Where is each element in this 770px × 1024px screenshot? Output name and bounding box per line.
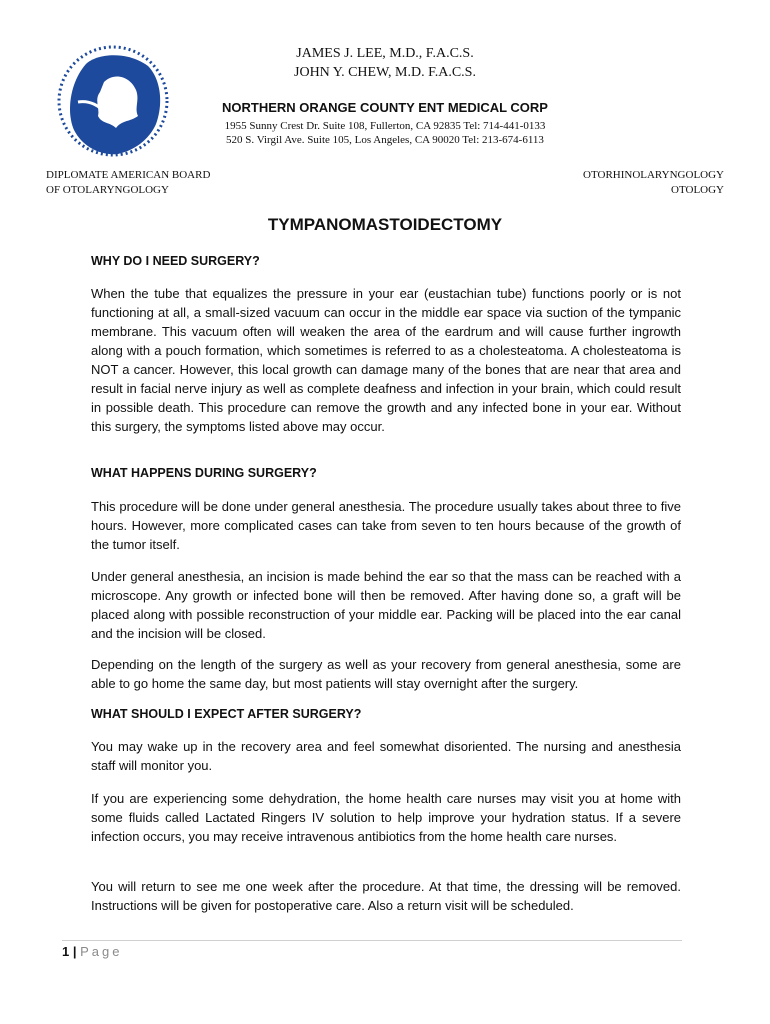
paragraph-after-3: You will return to see me one week after the procedure. At that time, the dressing will be removed. Instructions will be given for postoperative care. Also a return visit will be scheduled.	[91, 879, 681, 913]
left-credentials	[46, 168, 210, 198]
paragraph-during-2: Under general anesthesia, an incision is made behind the ear so that the mass can be reached with a microscope. Any growth or infected bone will then be removed. After having done so, a graft will be placed along with possible reconstruction of your middle ear. Packing will be placed into the ear canal and the incision will be closed.	[91, 569, 681, 641]
address-fullerton: 1955 Sunny Crest Dr. Suite 108, Fullerton, CA 92835 Tel: 714-441-0133	[224, 120, 546, 132]
section-heading-after: WHAT SHOULD I EXPECT AFTER SURGERY?	[91, 707, 362, 721]
paragraph-why-1: When the tube that equalizes the pressure in your ear (eustachian tube) functions poorly or is not functioning at all, a small-sized vacuum can occur in the middle ear space via suction of the tympanic membrane. This vacuum often will weaken the area of the eardrum and will cause further ingrowth along with a pouch formation, which sometimes is referred to as a cholesteatoma. A cholesteatoma is NOT a cancer. However, this local growth can damage many of the bones that are near that area and result in facial nerve injury as well as complete deafness and infection in your brain, which could result in possible death. This procedure can remove the growth and any infected bone in your ear. Without this surgery, the symptoms listed above may occur.	[91, 286, 681, 434]
section-heading-during: WHAT HAPPENS DURING SURGERY?	[91, 466, 317, 480]
paragraph-during-3: Depending on the length of the surgery as well as your recovery from general anesthesia, some are able to go home the same day, but most patients will stay overnight after the surgery.	[91, 657, 681, 691]
page-footer	[62, 944, 123, 959]
credential-line: DIPLOMATE AMERICAN BOARD	[46, 169, 211, 181]
footer-divider	[62, 940, 682, 941]
paragraph-after-1: You may wake up in the recovery area and feel somewhat disoriented. The nursing and anesthesia staff will monitor you.	[91, 739, 681, 773]
section-heading-why: WHY DO I NEED SURGERY?	[91, 254, 260, 268]
right-credentials	[583, 168, 724, 198]
page-number: 1	[62, 944, 70, 959]
credential-line: OTORHINOLARYNGOLOGY	[583, 169, 724, 181]
page-label: Page	[80, 944, 123, 959]
doctor-name-2: JOHN Y. CHEW, M.D. F.A.C.S.	[294, 65, 476, 80]
credential-line: OTOLOGY	[671, 184, 724, 196]
credential-line: OF OTOLARYNGOLOGY	[46, 184, 169, 196]
document-title: TYMPANOMASTOIDECTOMY	[267, 215, 503, 234]
footer-separator: |	[72, 944, 77, 959]
corporation-name: NORTHERN ORANGE COUNTY ENT MEDICAL CORP	[222, 100, 548, 115]
address-los-angeles: 520 S. Virgil Ave. Suite 105, Los Angeles, CA 90020 Tel: 213-674-6113	[226, 134, 544, 146]
paragraph-during-1: This procedure will be done under general anesthesia. The procedure usually takes about three to five hours. However, more complicated cases can take from seven to ten hours because of the growth of the tumor itself.	[91, 499, 681, 552]
doctor-name-1: JAMES J. LEE, M.D., F.A.C.S.	[296, 46, 474, 61]
paragraph-after-2: If you are experiencing some dehydration, the home health care nurses may visit you at home with some fluids called Lactated Ringers IV solution to help improve your hydration status. If a severe infection occurs, you may receive intravenous antibiotics from the home health care nurses.	[91, 791, 681, 844]
